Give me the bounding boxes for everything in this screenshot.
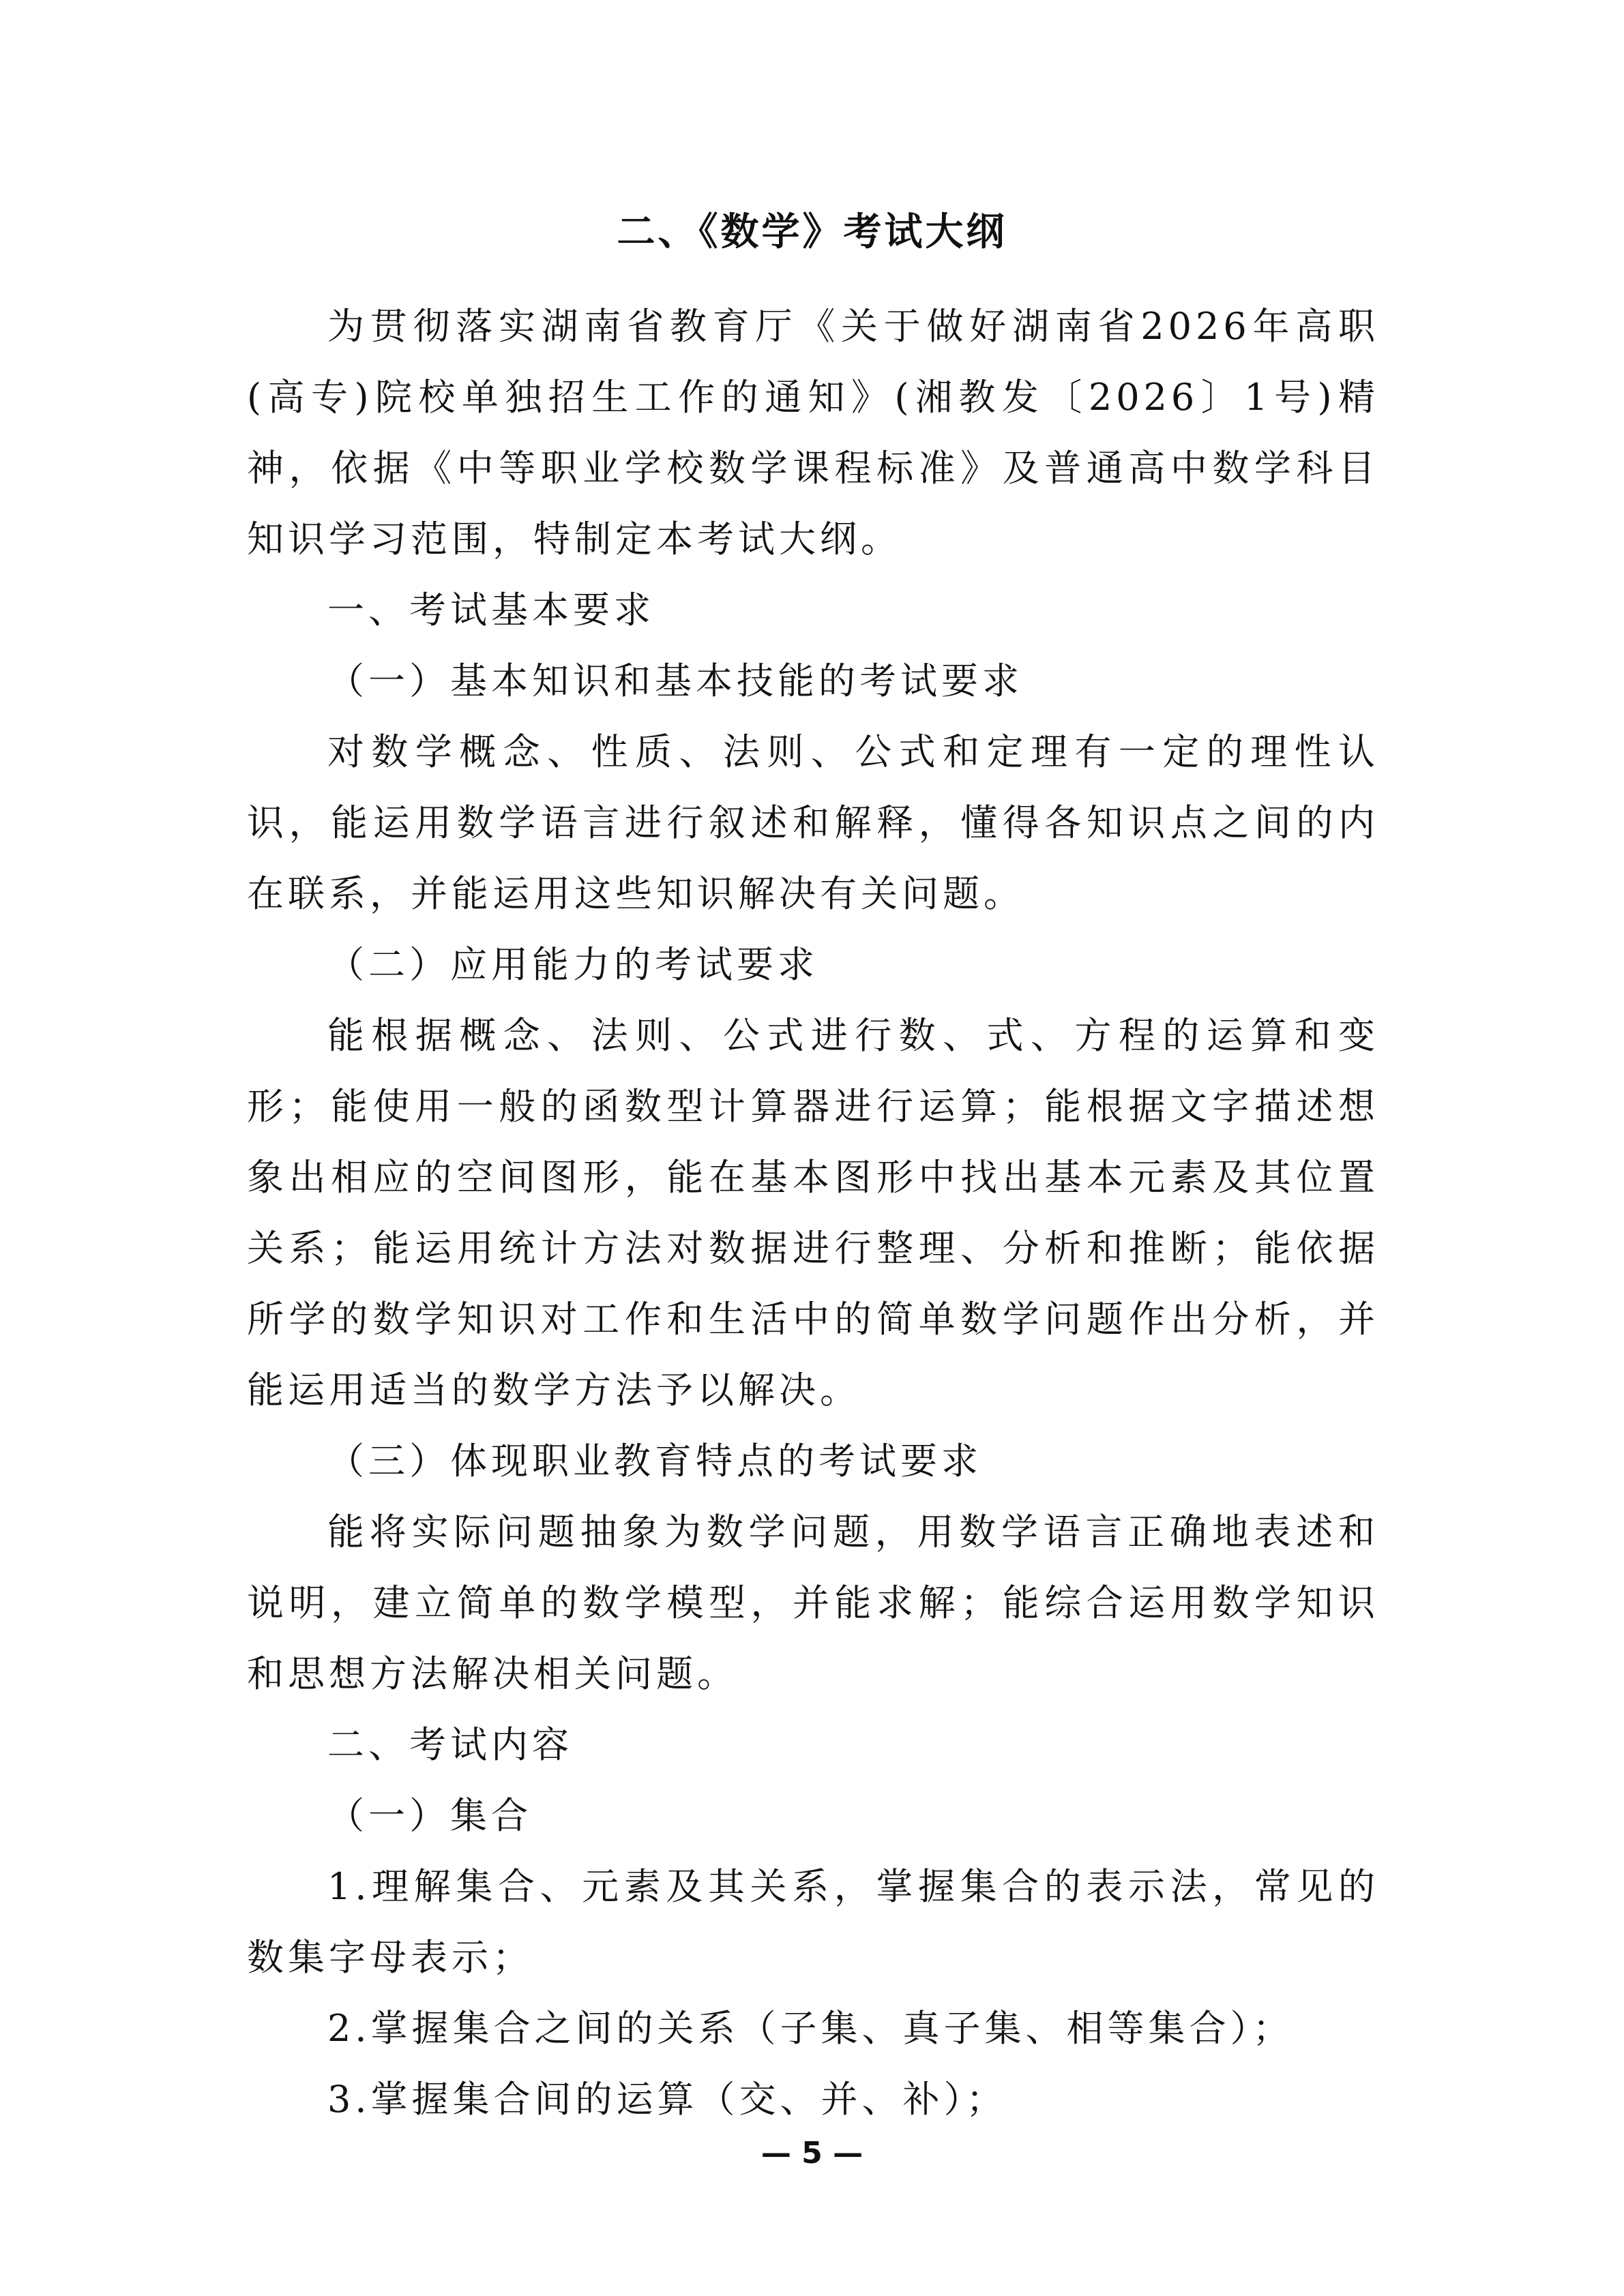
document-body <box>247 291 1379 2135</box>
intro-paragraph: 为贯彻落实湖南省教育厅《关于做好湖南省2026年高职(高专)院校单独招生工作的通知》(湘教发〔2026〕1号)精神，依据《中等职业学校数学课程标准》及普通高中数学科目知识学习范围，特制定本考试大纲。 <box>247 305 1379 561</box>
section-heading-basic-requirements: 一、考试基本要求 <box>327 588 655 631</box>
section-heading-exam-content: 二、考试内容 <box>327 1723 573 1766</box>
page-title: 二、《数学》考试大纲 <box>617 209 1007 254</box>
subsection-heading-knowledge-skills: （一）基本知识和基本技能的考试要求 <box>327 659 1023 702</box>
subsection-heading-application-ability: （二）应用能力的考试要求 <box>327 943 818 986</box>
list-item-sets-2: 2.掌握集合之间的关系（子集、真子集、相等集合）； <box>327 2007 1294 2050</box>
subsection-heading-sets: （一）集合 <box>327 1794 532 1837</box>
list-item-sets-1: 1.理解集合、元素及其关系，掌握集合的表示法，常见的数集字母表示； <box>247 1865 1379 1979</box>
paragraph-knowledge-skills: 对数学概念、性质、法则、公式和定理有一定的理性认识，能运用数学语言进行叙述和解释，懂得各知识点之间的内在联系，并能运用这些知识解决有关问题。 <box>247 730 1379 915</box>
subsection-heading-vocational-features: （三）体现职业教育特点的考试要求 <box>327 1440 982 1482</box>
list-item-sets-3: 3.掌握集合间的运算（交、并、补）； <box>327 2078 1007 2121</box>
page-number: — 5 — <box>761 2136 863 2171</box>
paragraph-vocational-features: 能将实际问题抽象为数学问题，用数学语言正确地表述和说明，建立简单的数学模型，并能求解；能综合运用数学知识和思想方法解决相关问题。 <box>247 1510 1379 1695</box>
paragraph-application-ability: 能根据概念、法则、公式进行数、式、方程的运算和变形；能使用一般的函数型计算器进行运算；能根据文字描述想象出相应的空间图形，能在基本图形中找出基本元素及其位置关系；能运用统计方法对数据进行整理、分析和推断；能依据所学的数学知识对工作和生活中的简单数学问题作出分析，并能运用适当的数学方法予以解决。 <box>247 1014 1379 1412</box>
